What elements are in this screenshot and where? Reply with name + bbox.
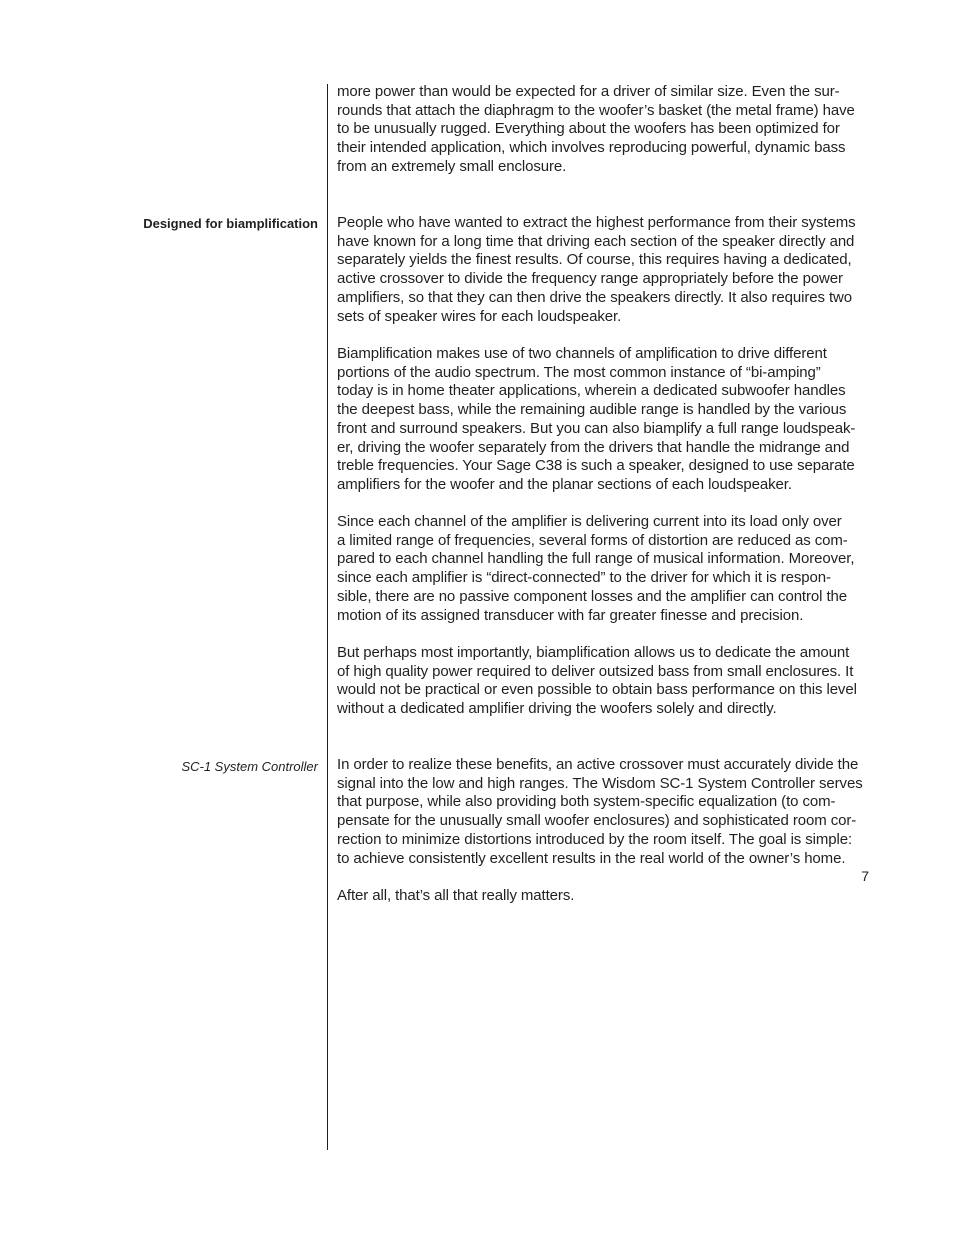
page-number: 7: [861, 868, 869, 884]
paragraph-bass-power: But perhaps most importantly, biamplification allows us to dedicate the amount of high quality power required to deliver outsized bass from small enclosures. It would not be practical or even possible to obtain bass performance on this level without a dedicated amplifier driving the woofers solely and directly.: [337, 644, 857, 718]
paragraph-closing: After all, that’s all that really matters.: [337, 887, 575, 904]
section-heading-sc1-controller: SC-1 System Controller: [181, 759, 318, 774]
column-divider-rule: [327, 84, 328, 1150]
paragraph-distortion-benefits: Since each channel of the amplifier is delivering current into its load only over a limited range of frequencies, several forms of distortion are reduced as com- pared to each channel handling the full range of musical information. Moreover, since each amplifier is “direct-connected” to the driver for which it is respon- sible, there are no passive component losses and the amplifier can control the motion of its assigned transducer with far greater finesse and precision.: [337, 513, 855, 624]
paragraph-sc1-controller: In order to realize these benefits, an active crossover must accurately divide the signal into the low and high ranges. The Wisdom SC-1 System Controller serves that purpose, while also providing both system-specific equalization (to com- pensate for the unusually small woofer enclosures) and sophisticated room cor- rection to minimize distortions introduced by the room itself. The goal is simple: to achieve consistently excellent results in the real world of the owner’s home.: [337, 756, 863, 867]
paragraph-woofer-design: more power than would be expected for a driver of similar size. Even the sur- rounds that attach the diaphragm to the woofer’s basket (the metal frame) have to be unusually rugged. Everything about the woofers has been optimized for their intended application, which involves reproducing powerful, dynamic bass from an extremely small enclosure.: [337, 83, 855, 175]
paragraph-biamp-intro: People who have wanted to extract the highest performance from their systems have known for a long time that driving each section of the speaker directly and separately yields the finest results. Of course, this requires having a dedicated, active crossover to divide the frequency range appropriately before the power amplifiers, so that they can then drive the speakers directly. It also requires two sets of speaker wires for each loudspeaker.: [337, 214, 856, 325]
paragraph-biamp-definition: Biamplification makes use of two channels of amplification to drive different portions of the audio spectrum. The most common instance of “bi-amping” today is in home theater applications, wherein a dedicated subwoofer handles the deepest bass, while the remaining audible range is handled by the various front and surround speakers. But you can also biamplify a full range loudspeak- er, driving the woofer separately from the drivers that handle the midrange and treble frequencies. Your Sage C38 is such a speaker, designed to use separate amplifiers for the woofer and the planar sections of each loudspeaker.: [337, 345, 856, 493]
section-heading-biamplification: Designed for biamplification: [143, 216, 318, 231]
